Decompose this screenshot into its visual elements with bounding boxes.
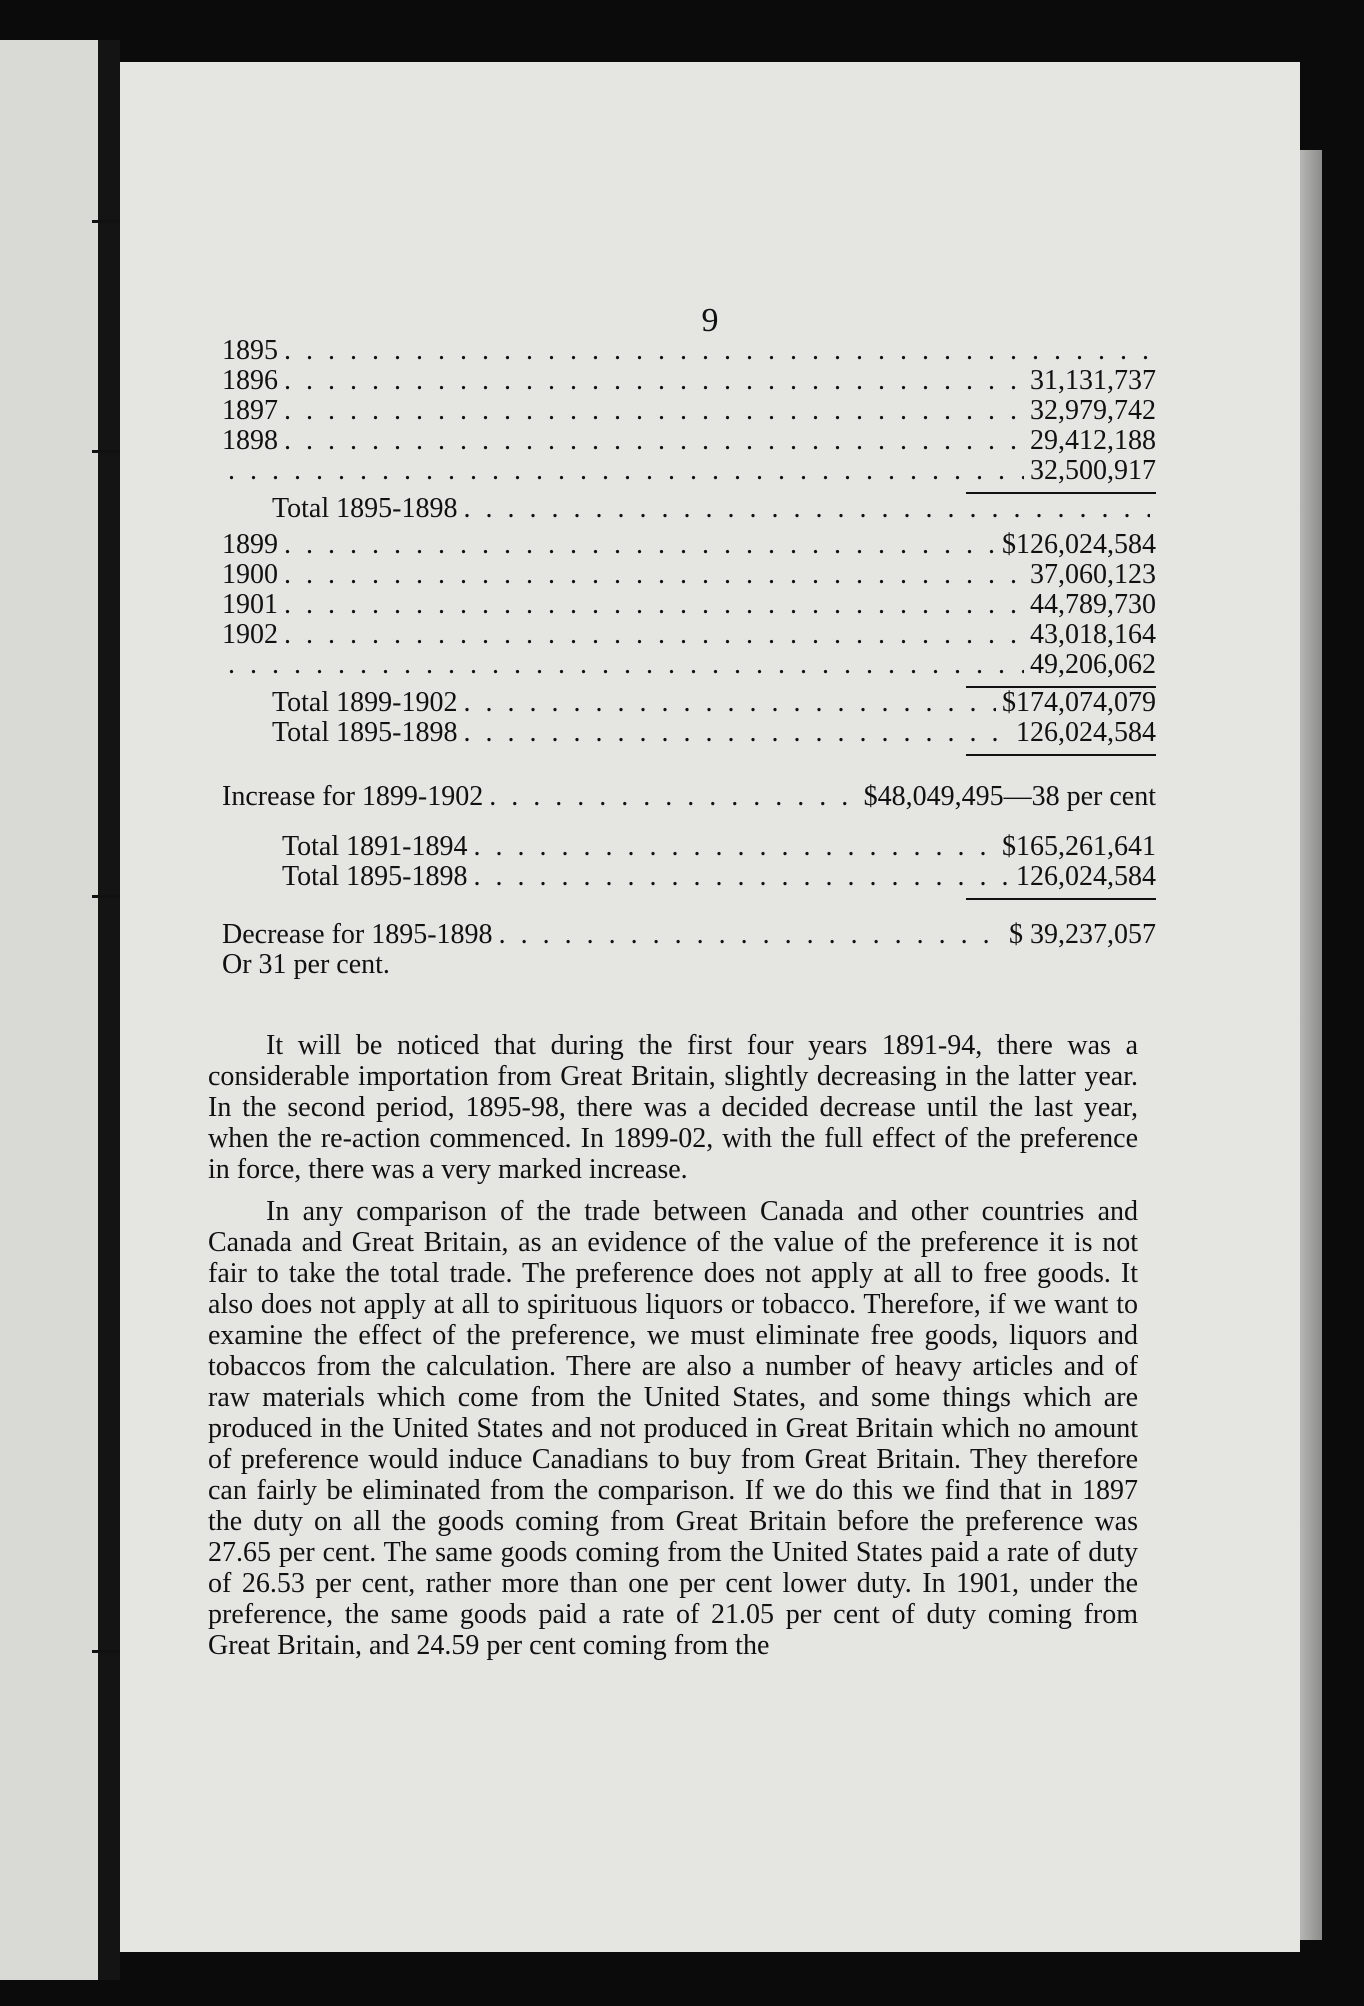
dot-leader — [284, 530, 996, 560]
dot-leader — [228, 650, 1024, 680]
ledger-value: $174,074,079 — [1002, 687, 1156, 718]
ledger-years-1899-1902 — [222, 530, 1156, 756]
ledger-total-label: Total 1891-1894 — [282, 831, 468, 862]
dot-leader — [489, 782, 857, 812]
ledger-row — [222, 590, 1156, 620]
dot-leader — [284, 366, 1024, 396]
ledger-years-1895-1898 — [222, 336, 1156, 524]
decrease-value: $ 39,237,057 — [1009, 919, 1156, 950]
book-gutter — [98, 40, 120, 1980]
dot-leader — [473, 832, 996, 862]
decrease-note: Or 31 per cent. — [222, 949, 390, 980]
ledger-value: 31,131,737 — [1030, 365, 1156, 396]
dot-leader — [473, 862, 1010, 892]
sum-rule — [966, 898, 1156, 900]
ledger-total-label: Total 1895-1898 — [282, 861, 468, 892]
ledger-year: 1897 — [222, 395, 278, 426]
dot-leader — [284, 620, 1024, 650]
decrease-line — [222, 920, 1156, 980]
left-page-edge — [0, 40, 98, 1980]
ledger-row — [222, 650, 1156, 680]
ledger-value: 44,789,730 — [1030, 589, 1156, 620]
decrease-label: Decrease for 1895-1898 — [222, 919, 493, 950]
ledger-row — [222, 782, 1156, 812]
ledger-row — [222, 950, 1156, 980]
dot-leader — [499, 920, 1003, 950]
ledger-value: 126,024,584 — [1016, 717, 1156, 748]
ledger-row — [222, 336, 1156, 366]
ledger-total-row — [222, 494, 1156, 524]
ledger-row — [222, 426, 1156, 456]
ledger-total-label: Total 1895-1898 — [272, 717, 458, 748]
ledger-value: $126,024,584 — [1002, 529, 1156, 560]
ledger-value: 29,412,188 — [1030, 425, 1156, 456]
ledger-total-label: Total 1895-1898 — [272, 493, 458, 524]
increase-line — [222, 782, 1156, 812]
ledger-total-row — [222, 718, 1156, 748]
dot-leader — [463, 494, 1150, 524]
ledger-total-row — [222, 832, 1156, 862]
ledger-row — [222, 366, 1156, 396]
ledger-year: 1901 — [222, 589, 278, 620]
dot-leader — [284, 560, 1024, 590]
ledger-value: 32,979,742 — [1030, 395, 1156, 426]
ledger-row — [222, 620, 1156, 650]
ledger-row — [222, 456, 1156, 486]
ledger-year: 1899 — [222, 529, 278, 560]
ledger-total-label: Total 1899-1902 — [272, 687, 458, 718]
increase-label: Increase for 1899-1902 — [222, 781, 484, 812]
ledger-total-row — [222, 688, 1156, 718]
ledger-value: 126,024,584 — [1016, 861, 1156, 892]
ledger-value: $165,261,641 — [1002, 831, 1156, 862]
dot-leader — [284, 396, 1024, 426]
page-number: 9 — [701, 302, 719, 339]
ledger-year: 1896 — [222, 365, 278, 396]
ledger-total-row — [222, 862, 1156, 892]
ledger-year: 1895 — [222, 335, 278, 366]
ledger-row — [222, 396, 1156, 426]
dot-leader — [284, 590, 1024, 620]
dot-leader — [463, 688, 996, 718]
ledger-row — [222, 530, 1156, 560]
ledger-year: 1898 — [222, 425, 278, 456]
ledger-value: 43,018,164 — [1030, 619, 1156, 650]
increase-value: $48,049,495—38 per cent — [863, 781, 1156, 812]
ledger-totals-comparison — [222, 832, 1156, 900]
ledger-year: 1902 — [222, 619, 278, 650]
ledger-row — [222, 920, 1156, 950]
dot-leader — [284, 336, 1150, 366]
ledger-row — [222, 560, 1156, 590]
sum-rule — [966, 754, 1156, 756]
dot-leader — [228, 456, 1024, 486]
paragraph: It will be noticed that during the first four years 1891-94, there was a considerable importation from Great Britain, slightly decreasing in the latter year. In the second period, 1895-98, there was a decided decrease until the last year, when the re-action commenced. In 1899-02, with the full effect of the preference in force, there was a very marked increase. — [208, 1030, 1138, 1185]
paragraph: In any comparison of the trade between Canada and other countries and Canada and Great Britain, as an evidence of the value of the preference it is not fair to take the total trade. The preference does not apply at all to free goods. It also does not apply at all to spirituous liquors or tobacco. Therefore, if we want to examine the effect of the preference, we must eliminate free goods, liquors and tobaccos from the calculation. There are also a number of heavy articles and of raw materials which come from the United States, and some things which are produced in the United States and not produced in Great Britain which no amount of preference would induce Canadians to buy from Great Britain. They therefore can fairly be eliminated from the comparison. If we do this we find that in 1897 the duty on all the goods coming from Great Britain before the preference was 27.65 per cent. The same goods coming from the United States paid a rate of duty of 26.53 per cent, rather more than one per cent lower duty. In 1901, under the preference, the same goods paid a rate of 21.05 per cent of duty coming from Great Britain, and 24.59 per cent coming from the — [208, 1196, 1138, 1661]
dot-leader — [284, 426, 1024, 456]
ledger-year: 1900 — [222, 559, 278, 590]
dot-leader — [463, 718, 1010, 748]
ledger-value: 37,060,123 — [1030, 559, 1156, 590]
ledger-value: 32,500,917 — [1030, 455, 1156, 486]
ledger-value: 49,206,062 — [1030, 649, 1156, 680]
